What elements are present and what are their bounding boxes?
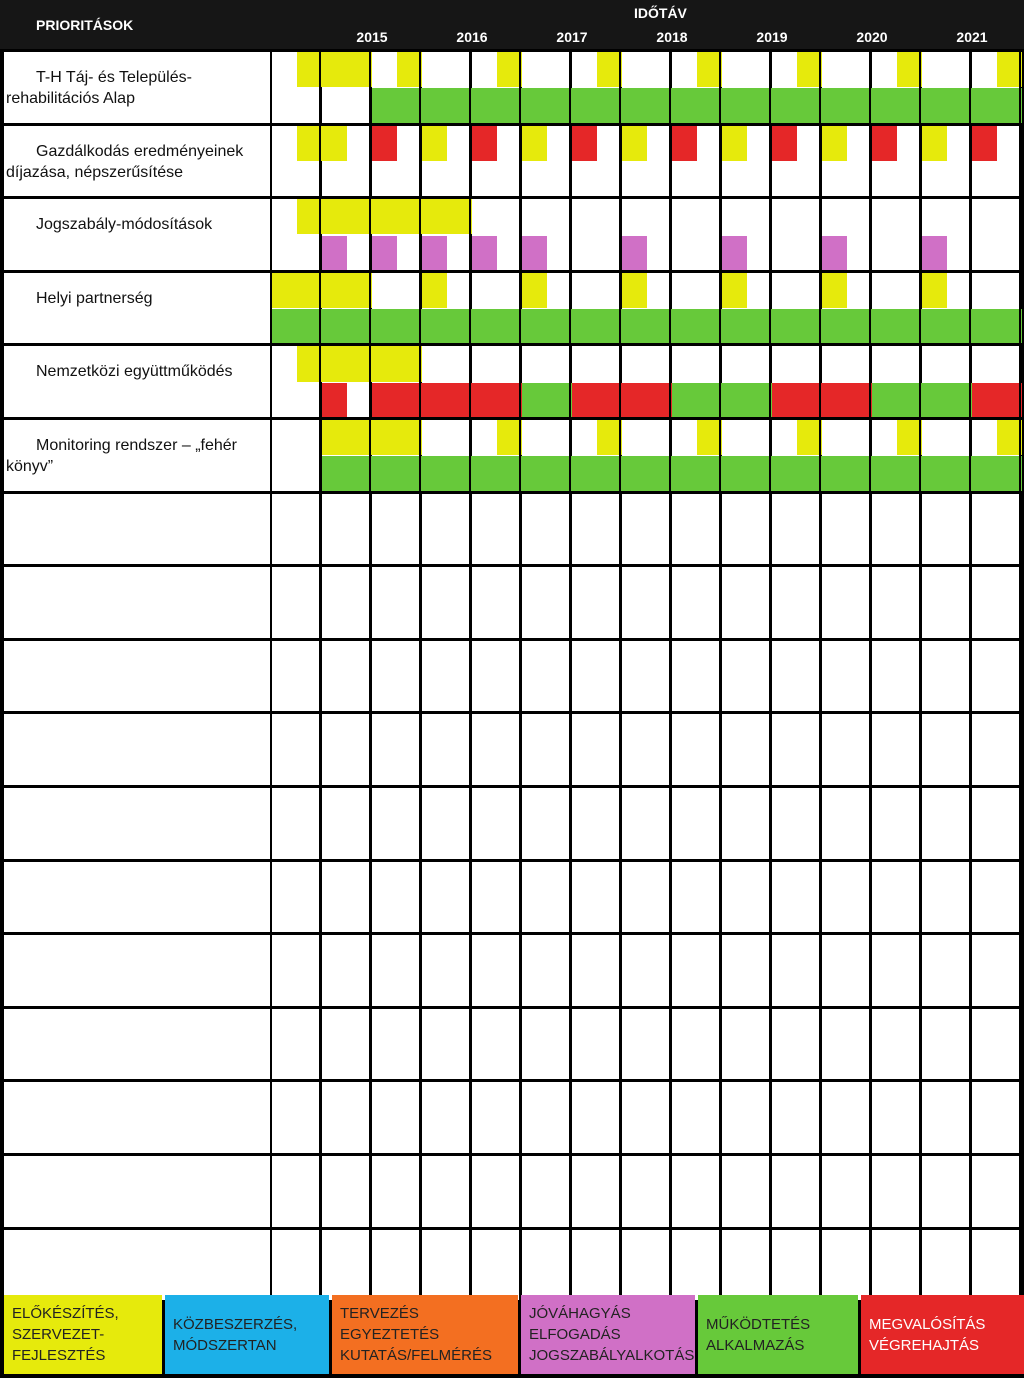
row-separator [0, 417, 1024, 420]
timeline-bar-pink [522, 236, 547, 271]
grid-cell [572, 788, 619, 859]
grid-cell [272, 862, 319, 933]
timeline-bar-red [672, 126, 697, 161]
timeline-bar-yellow [622, 273, 647, 308]
grid-cell [872, 1156, 919, 1227]
grid-cell [372, 714, 419, 785]
grid-cell [272, 1156, 319, 1227]
grid-cell [622, 641, 669, 712]
timeline-bar-yellow [322, 126, 347, 161]
timeline-bar-yellow [297, 346, 422, 381]
grid-cell [522, 714, 569, 785]
grid-cell [722, 788, 769, 859]
grid-line [769, 52, 771, 1303]
grid-cell [572, 494, 619, 565]
grid-cell [422, 1009, 469, 1080]
grid-cell [672, 641, 719, 712]
legend-item-pink [521, 1295, 695, 1374]
timeline-bar-red [972, 126, 997, 161]
timeline-bar-yellow [522, 273, 547, 308]
grid-cell [322, 935, 369, 1006]
grid-line [719, 52, 721, 1303]
grid-cell [522, 1230, 569, 1301]
grid-line [519, 52, 521, 1303]
timeline-bar-red [322, 383, 347, 418]
grid-cell [872, 714, 919, 785]
legend-item-orange [332, 1295, 518, 1374]
timeline-bar-pink [822, 236, 847, 271]
grid-cell [472, 862, 519, 933]
grid-cell [872, 199, 919, 270]
grid-cell [722, 494, 769, 565]
grid-cell [472, 935, 519, 1006]
grid-cell [672, 1009, 719, 1080]
row-separator [0, 343, 1024, 346]
legend-label: MŰKÖDTETÉS ALKALMAZÁS [706, 1315, 811, 1354]
grid-cell [822, 567, 869, 638]
grid-cell [272, 420, 319, 491]
grid-cell [672, 1156, 719, 1227]
grid-cell [322, 641, 369, 712]
grid-cell [822, 1156, 869, 1227]
grid-cell [322, 1230, 369, 1301]
grid-cell [472, 567, 519, 638]
grid-cell [522, 641, 569, 712]
grid-cell [622, 1230, 669, 1301]
grid-cell [622, 567, 669, 638]
grid-cell [372, 494, 419, 565]
grid-line [319, 52, 321, 1303]
grid-cell [972, 641, 1019, 712]
grid-cell [522, 494, 569, 565]
grid-cell [622, 935, 669, 1006]
grid-cell [972, 1230, 1019, 1301]
grid-cell [272, 935, 319, 1006]
timeline-bar-yellow [822, 126, 847, 161]
grid-cell [472, 714, 519, 785]
grid-cell [572, 862, 619, 933]
grid-cell [322, 862, 369, 933]
grid-cell [672, 1082, 719, 1153]
priority-cell [4, 1156, 270, 1227]
grid-cell [322, 494, 369, 565]
grid-cell [872, 862, 919, 933]
grid-cell [372, 1082, 419, 1153]
timeline-bar-yellow [422, 273, 447, 308]
grid-cell [272, 567, 319, 638]
grid-cell [322, 567, 369, 638]
grid-cell [422, 935, 469, 1006]
grid-cell [472, 641, 519, 712]
grid-cell [822, 1082, 869, 1153]
grid-cell [872, 567, 919, 638]
grid-cell [372, 788, 419, 859]
grid-cell [572, 641, 619, 712]
year-label: 2020 [856, 29, 888, 45]
grid-cell [372, 935, 419, 1006]
priority-cell [4, 1009, 270, 1080]
grid-cell [672, 714, 719, 785]
grid-cell [672, 862, 719, 933]
grid-cell [272, 641, 319, 712]
grid-cell [472, 494, 519, 565]
grid-cell [472, 1156, 519, 1227]
grid-cell [972, 567, 1019, 638]
row-separator [0, 564, 1024, 567]
grid-cell [772, 1082, 819, 1153]
grid-cell [672, 1230, 719, 1301]
legend-item-yellow [4, 1295, 162, 1374]
grid-cell [922, 494, 969, 565]
grid-cell [672, 935, 719, 1006]
grid-line [369, 52, 371, 1303]
grid-line [969, 52, 971, 1303]
grid-cell [872, 494, 919, 565]
grid-cell [522, 1009, 569, 1080]
grid-cell [972, 714, 1019, 785]
grid-cell [422, 494, 469, 565]
grid-cell [522, 1082, 569, 1153]
year-label: 2019 [756, 29, 788, 45]
grid-cell [972, 788, 1019, 859]
grid-cell [572, 1009, 619, 1080]
grid-cell [922, 1009, 969, 1080]
row-separator [0, 1006, 1024, 1009]
priority-cell [4, 641, 270, 712]
timeline-bar-red [372, 126, 397, 161]
grid-cell [272, 1230, 319, 1301]
timeline-bar-red [572, 126, 597, 161]
row-separator [0, 711, 1024, 714]
grid-cell [422, 1082, 469, 1153]
grid-cell [872, 935, 919, 1006]
grid-cell [372, 1156, 419, 1227]
timeline-bar-pink [372, 236, 397, 271]
grid-cell [572, 199, 619, 270]
grid-cell [572, 1156, 619, 1227]
grid-cell [722, 641, 769, 712]
grid-cell [422, 714, 469, 785]
grid-cell [822, 714, 869, 785]
grid-line [569, 52, 571, 1303]
grid-line [819, 52, 821, 1303]
grid-cell [872, 641, 919, 712]
timeline-bar-yellow [722, 273, 747, 308]
grid-cell [822, 788, 869, 859]
grid-cell [772, 788, 819, 859]
grid-cell [322, 1009, 369, 1080]
grid-cell [572, 1230, 619, 1301]
grid-cell [372, 567, 419, 638]
row-separator [0, 1079, 1024, 1082]
priority-cell [4, 1082, 270, 1153]
priority-cell [4, 714, 270, 785]
year-label: 2016 [456, 29, 488, 45]
grid-cell [872, 1230, 919, 1301]
grid-cell [472, 1230, 519, 1301]
priority-label: Jogszabály-módosítások [36, 216, 213, 234]
legend-label: KÖZBESZERZÉS, MÓDSZERTAN [173, 1315, 298, 1354]
priority-label: T-H Táj- és Település- rehabilitációs Alap [6, 69, 192, 107]
grid-cell [322, 1156, 369, 1227]
grid-cell [722, 1230, 769, 1301]
priority-cell [4, 494, 270, 565]
grid-cell [972, 935, 1019, 1006]
grid-line [919, 52, 921, 1303]
grid-cell [522, 788, 569, 859]
grid-cell [622, 788, 669, 859]
priority-cell [4, 1230, 270, 1301]
grid-cell [972, 1009, 1019, 1080]
timeline-bar-pink [722, 236, 747, 271]
grid-cell [322, 788, 369, 859]
grid-cell [972, 862, 1019, 933]
grid-cell [422, 788, 469, 859]
grid-cell [722, 567, 769, 638]
year-label: 2018 [656, 29, 688, 45]
priorities-header: PRIORITÁSOK [36, 17, 134, 33]
timeline-bar-yellow [822, 273, 847, 308]
grid-cell [622, 494, 669, 565]
timeline-bar-green [672, 383, 772, 418]
grid-cell [872, 788, 919, 859]
priority-cell [4, 567, 270, 638]
grid-cell [572, 714, 619, 785]
grid-cell [472, 1009, 519, 1080]
grid-cell [922, 1156, 969, 1227]
grid-cell [272, 494, 319, 565]
timeline-bar-green [322, 456, 1022, 491]
grid-cell [372, 862, 419, 933]
grid-cell [522, 862, 569, 933]
row-separator [0, 932, 1024, 935]
priority-label: Gazdálkodás eredményeinek díjazása, népszerűsítése [6, 142, 244, 181]
grid-cell [872, 1082, 919, 1153]
grid-cell [772, 1009, 819, 1080]
year-label: 2021 [956, 29, 988, 45]
grid-cell [672, 788, 719, 859]
grid-cell [272, 788, 319, 859]
timeline-bar-yellow [922, 126, 947, 161]
grid-cell [772, 567, 819, 638]
grid-line [1019, 52, 1021, 1303]
grid-cell [822, 1009, 869, 1080]
grid-cell [822, 935, 869, 1006]
grid-cell [722, 714, 769, 785]
grid-cell [822, 494, 869, 565]
grid-cell [772, 1230, 819, 1301]
grid-line [619, 52, 621, 1303]
grid-cell [422, 1156, 469, 1227]
legend-label: MEGVALÓSÍTÁS VÉGREHAJTÁS [869, 1315, 986, 1354]
priority-label: Monitoring rendszer – „fehér könyv” [6, 437, 237, 475]
grid-cell [472, 788, 519, 859]
grid-cell [672, 494, 719, 565]
grid-cell [972, 494, 1019, 565]
grid-cell [372, 641, 419, 712]
grid-cell [372, 1009, 419, 1080]
grid-cell [922, 788, 969, 859]
timeline-bar-yellow [722, 126, 747, 161]
timeline-bar-red [772, 383, 872, 418]
year-label: 2017 [556, 29, 588, 45]
row-separator [0, 1227, 1024, 1230]
grid-cell [272, 714, 319, 785]
legend-label: TERVEZÉS EGYEZTETÉS KUTATÁS/FELMÉRÉS [340, 1305, 492, 1364]
timeline-bar-green [522, 383, 572, 418]
grid-cell [622, 1082, 669, 1153]
grid-line [669, 52, 671, 1303]
grid-cell [372, 1230, 419, 1301]
grid-cell [622, 1156, 669, 1227]
row-separator [0, 196, 1024, 199]
grid-cell [922, 714, 969, 785]
grid-cell [322, 714, 369, 785]
grid-cell [822, 1230, 869, 1301]
timeline-bar-yellow [297, 199, 472, 234]
priority-label: Helyi partnerség [36, 289, 153, 307]
row-separator [0, 270, 1024, 273]
timeline-bar-yellow [622, 126, 647, 161]
grid-cell [672, 199, 719, 270]
legend-label: ELŐKÉSZÍTÉS, SZERVEZET- FEJLESZTÉS [12, 1305, 119, 1364]
row-separator [0, 859, 1024, 862]
timeline-bar-yellow [322, 52, 372, 87]
grid-cell [922, 1082, 969, 1153]
timeline-bar-yellow [422, 126, 447, 161]
timeline-bar-pink [322, 236, 347, 271]
grid-cell [622, 714, 669, 785]
grid-cell [772, 199, 819, 270]
grid-cell [922, 1230, 969, 1301]
grid-cell [722, 1156, 769, 1227]
grid-cell [772, 641, 819, 712]
timeline-bar-red [372, 383, 522, 418]
grid-line [469, 52, 471, 1303]
grid-cell [272, 1082, 319, 1153]
grid-cell [722, 935, 769, 1006]
grid-cell [272, 1009, 319, 1080]
timeline-bar-red [772, 126, 797, 161]
legend-label: JÓVÁHAGYÁS ELFOGADÁS JOGSZABÁLYALKOTÁS [529, 1305, 695, 1364]
timeline-bar-pink [622, 236, 647, 271]
grid-cell [522, 567, 569, 638]
grid-cell [322, 1082, 369, 1153]
grid-cell [772, 1156, 819, 1227]
row-separator [0, 785, 1024, 788]
priority-cell [4, 788, 270, 859]
grid-cell [422, 641, 469, 712]
legend-item-red [861, 1295, 1024, 1374]
grid-cell [572, 935, 619, 1006]
timeline-bar-pink [472, 236, 497, 271]
grid-cell [772, 935, 819, 1006]
grid-cell [422, 862, 469, 933]
grid-cell [722, 1082, 769, 1153]
grid-cell [772, 494, 819, 565]
timeline-bar-red [572, 383, 672, 418]
grid-cell [422, 567, 469, 638]
grid-cell [772, 714, 819, 785]
timeline-bar-pink [922, 236, 947, 271]
timeline-bar-yellow [922, 273, 947, 308]
priority-label: Nemzetközi együttműködés [36, 363, 233, 381]
legend-item-green [698, 1295, 858, 1374]
grid-cell [972, 1082, 1019, 1153]
grid-cell [872, 1009, 919, 1080]
priority-cell [4, 935, 270, 1006]
grid-cell [972, 1156, 1019, 1227]
grid-cell [622, 1009, 669, 1080]
legend-item-blue [165, 1295, 329, 1374]
grid-cell [922, 641, 969, 712]
grid-cell [922, 935, 969, 1006]
timeline-bar-green [272, 309, 1022, 344]
grid-cell [722, 862, 769, 933]
timeline-bar-yellow [522, 126, 547, 161]
grid-cell [522, 935, 569, 1006]
timeline-bar-red [872, 126, 897, 161]
grid-cell [422, 1230, 469, 1301]
grid-cell [572, 1082, 619, 1153]
row-separator [0, 1153, 1024, 1156]
grid-cell [772, 862, 819, 933]
grid-cell [522, 1156, 569, 1227]
timeline-bar-yellow [272, 273, 372, 308]
grid-cell [672, 567, 719, 638]
row-separator [0, 638, 1024, 641]
grid-cell [822, 862, 869, 933]
timeline-bar-green [872, 383, 972, 418]
year-label: 2015 [356, 29, 388, 45]
timeline-bar-red [972, 383, 1022, 418]
timeline-bar-pink [422, 236, 447, 271]
timeline-bar-yellow [322, 420, 422, 455]
grid-cell [722, 1009, 769, 1080]
grid-cell [972, 199, 1019, 270]
grid-cell [922, 567, 969, 638]
timeline-header: IDŐTÁV [634, 5, 687, 21]
grid-cell [822, 641, 869, 712]
grid-cell [922, 862, 969, 933]
row-separator [0, 49, 1024, 52]
priority-cell [4, 862, 270, 933]
row-separator [0, 123, 1024, 126]
grid-line [869, 52, 871, 1303]
row-separator [0, 491, 1024, 494]
grid-cell [622, 862, 669, 933]
grid-line [419, 52, 421, 1303]
timeline-bar-red [472, 126, 497, 161]
grid-cell [572, 567, 619, 638]
grid-cell [472, 1082, 519, 1153]
